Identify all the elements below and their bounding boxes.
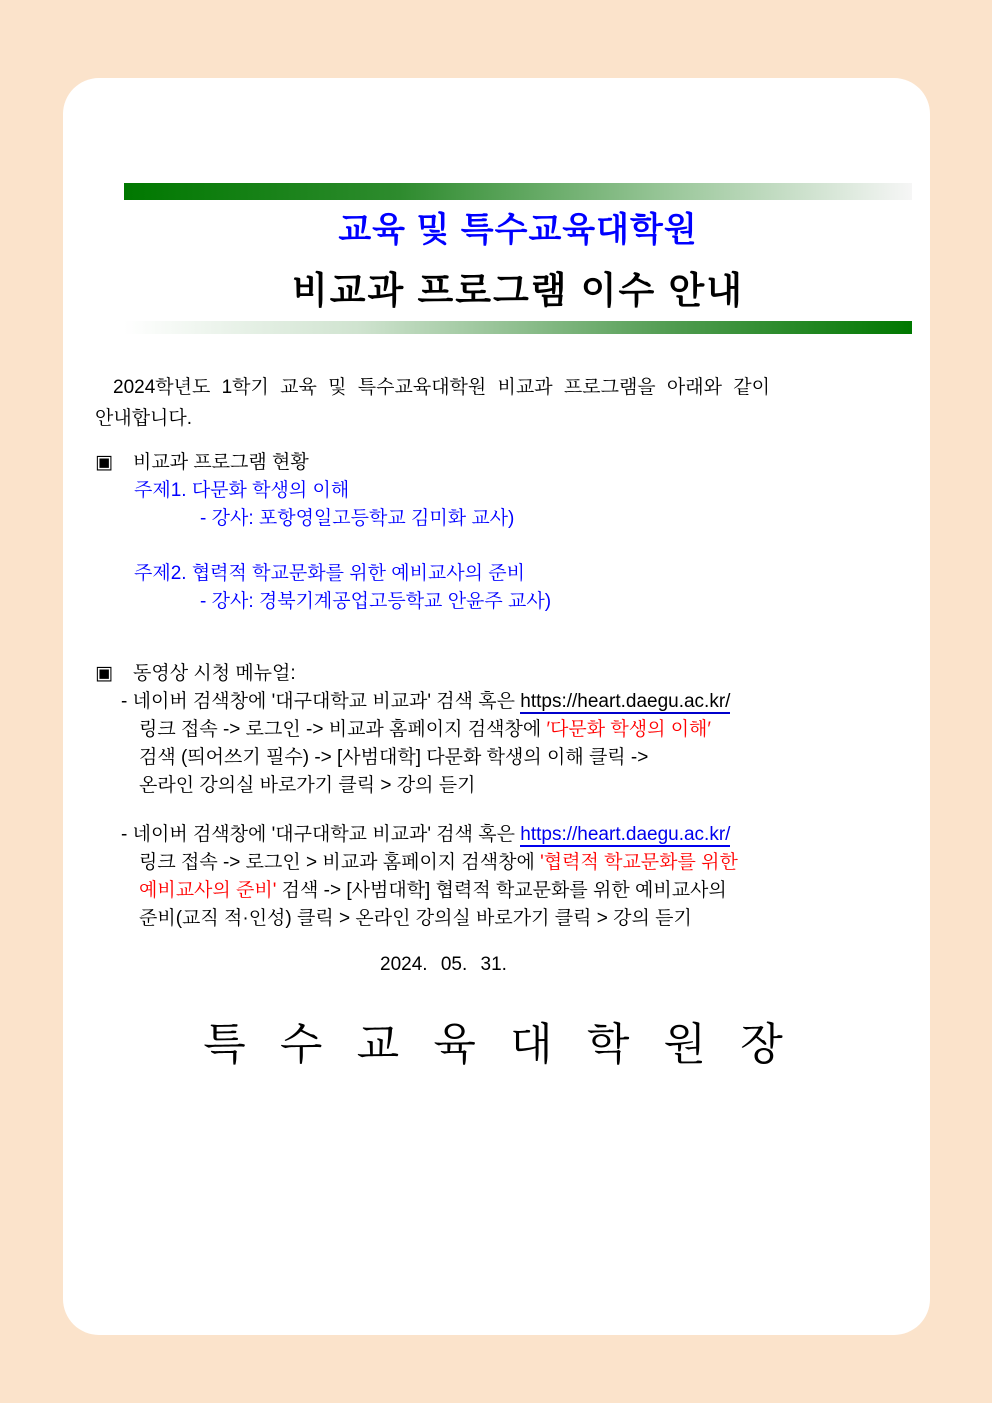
manual2-line1-text: - 네이버 검색창에 '대구대학교 비교과' 검색 혹은: [121, 824, 521, 845]
section-heading-programs: [95, 449, 902, 477]
header-bottom-gradient-bar: [124, 321, 912, 334]
manual1-line-3: 검색 (띄어쓰기 필수) -> [사범대학] 다문화 학생의 이해 클릭 ->: [139, 747, 649, 768]
intro-paragraph: [95, 372, 902, 434]
manual1-line-4: 온라인 강의실 바로가기 클릭 > 강의 듣기: [139, 775, 476, 796]
topic2-instructor: - 강사: 경북기계공업고등학교 안윤주 교사): [200, 591, 552, 612]
title-line-2: 비교과 프로그램 이수 안내: [291, 270, 744, 311]
manual2-line3-text: 검색 -> [사범대학] 협력적 학교문화를 위한 예비교사의: [276, 880, 727, 901]
topic2-title: 주제2. 협력적 학교문화를 위한 예비교사의 준비: [134, 563, 525, 584]
manual2-line-1: [121, 821, 902, 849]
manual1-line1-text: - 네이버 검색창에 '대구대학교 비교과' 검색 혹은: [121, 691, 521, 712]
intro-line-1: 2024학년도 1학기 교육 및 특수교육대학원 비교과 프로그램을 아래와 같이: [113, 377, 770, 398]
notice-header: [124, 209, 912, 313]
manual2-line-2: [139, 849, 902, 877]
manual1-line-2: [139, 716, 902, 744]
notice-card: [63, 78, 930, 1335]
manual-spacer: [95, 800, 902, 821]
signature-dean: 특 수 교 육 대 학 원 장: [203, 1020, 794, 1069]
notice-body: [95, 372, 902, 1069]
title-line-1: 교육 및 특수교육대학원: [338, 211, 698, 249]
heart-daegu-link[interactable]: https://heart.daegu.ac.kr/: [520, 691, 731, 712]
manual2-line-3: [139, 877, 902, 905]
program-topics: [134, 477, 902, 616]
manual2-line2-text: 링크 접속 -> 로그인 > 비교과 홈페이지 검색창에: [139, 852, 541, 873]
header-top-gradient-bar: [124, 183, 912, 200]
heart-daegu-link[interactable]: https://heart.daegu.ac.kr/: [520, 824, 731, 845]
topic1-instructor: - 강사: 포항영일고등학교 김미화 교사): [200, 508, 515, 529]
manual1-line2-highlight: ′다문화 학생의 이해′: [546, 719, 711, 740]
manual1-line-1: [121, 688, 902, 716]
notice-date: 2024. 05. 31.: [380, 954, 507, 975]
manual2-line2-highlight: '협력적 학교문화를 위한: [540, 852, 738, 873]
section-marker-icon: ▣: [95, 663, 113, 684]
manual2-line-4: 준비(교직 적·인성) 클릭 > 온라인 강의실 바로가기 클릭 > 강의 듣기: [139, 908, 692, 929]
section-heading-programs-label: 비교과 프로그램 현황: [133, 452, 309, 473]
manual1-line2-text: 링크 접속 -> 로그인 -> 비교과 홈페이지 검색창에: [139, 719, 547, 740]
section-marker-icon: ▣: [95, 452, 113, 473]
manual-block-1: [95, 688, 902, 800]
section-heading-manual-label: 동영상 시청 메뉴얼:: [133, 663, 296, 684]
manual-block-2: [95, 821, 902, 933]
intro-line-2: 안내합니다.: [95, 408, 193, 429]
topic-spacer: [134, 533, 902, 560]
topic1-title: 주제1. 다문화 학생의 이해: [134, 480, 350, 501]
section-heading-manual: [95, 660, 902, 688]
manual2-line3-highlight: 예비교사의 준비': [139, 880, 277, 901]
